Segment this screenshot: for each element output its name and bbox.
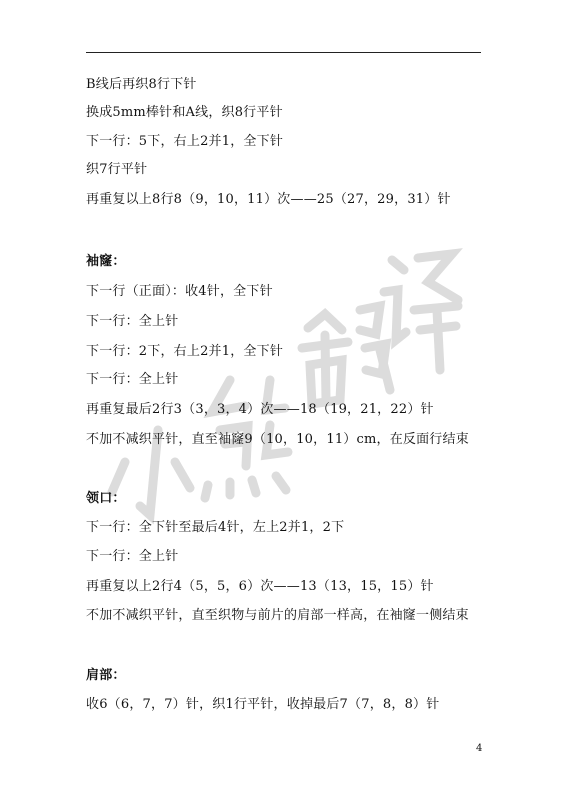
text-line-4: 织7行平针 [86,162,148,177]
text-line-9: 下一行：2下，右上2并1，全下针 [86,344,284,359]
section-heading-armhole: 袖窿： [86,254,126,269]
text-line-8: 下一行：全上针 [86,314,179,329]
text-line-5: 再重复以上8行8（9，10，11）次——25（27，29，31）针 [86,192,451,207]
text-line-7: 下一行（正面）：收4针，全下针 [86,284,273,299]
text-line-10: 下一行：全上针 [86,372,179,387]
header-rule [86,52,481,53]
text-line-15: 下一行：全上针 [86,549,179,564]
text-line-11: 再重复最后2行3（3，3，4）次——18（19，21，22）针 [86,402,434,417]
text-line-16: 再重复以上2行4（5，5，6）次——13（13，15，15）针 [86,579,434,594]
text-line-14: 下一行：全下针至最后4针，左上2并1，2下 [86,520,345,535]
text-line-12: 不加不减织平针，直至袖窿9（10，10，11）cm，在反面行结束 [86,432,469,447]
watermark-logo [80,230,500,550]
page-number: 4 [476,743,483,754]
text-line-1: B线后再织8行下针 [86,77,197,92]
text-line-19: 收6（6，7，7）针，织1行平针，收掉最后7（7，8，8）针 [86,697,440,712]
section-heading-shoulder: 肩部： [86,668,126,683]
text-line-17: 不加不减织平针，直至织物与前片的肩部一样高，在袖窿一侧结束 [86,608,469,623]
section-heading-neckline: 领口： [86,491,126,506]
text-line-2: 换成5mm棒针和A线，织8行平针 [86,105,283,120]
text-line-3: 下一行：5下，右上2并1，全下针 [86,134,284,149]
